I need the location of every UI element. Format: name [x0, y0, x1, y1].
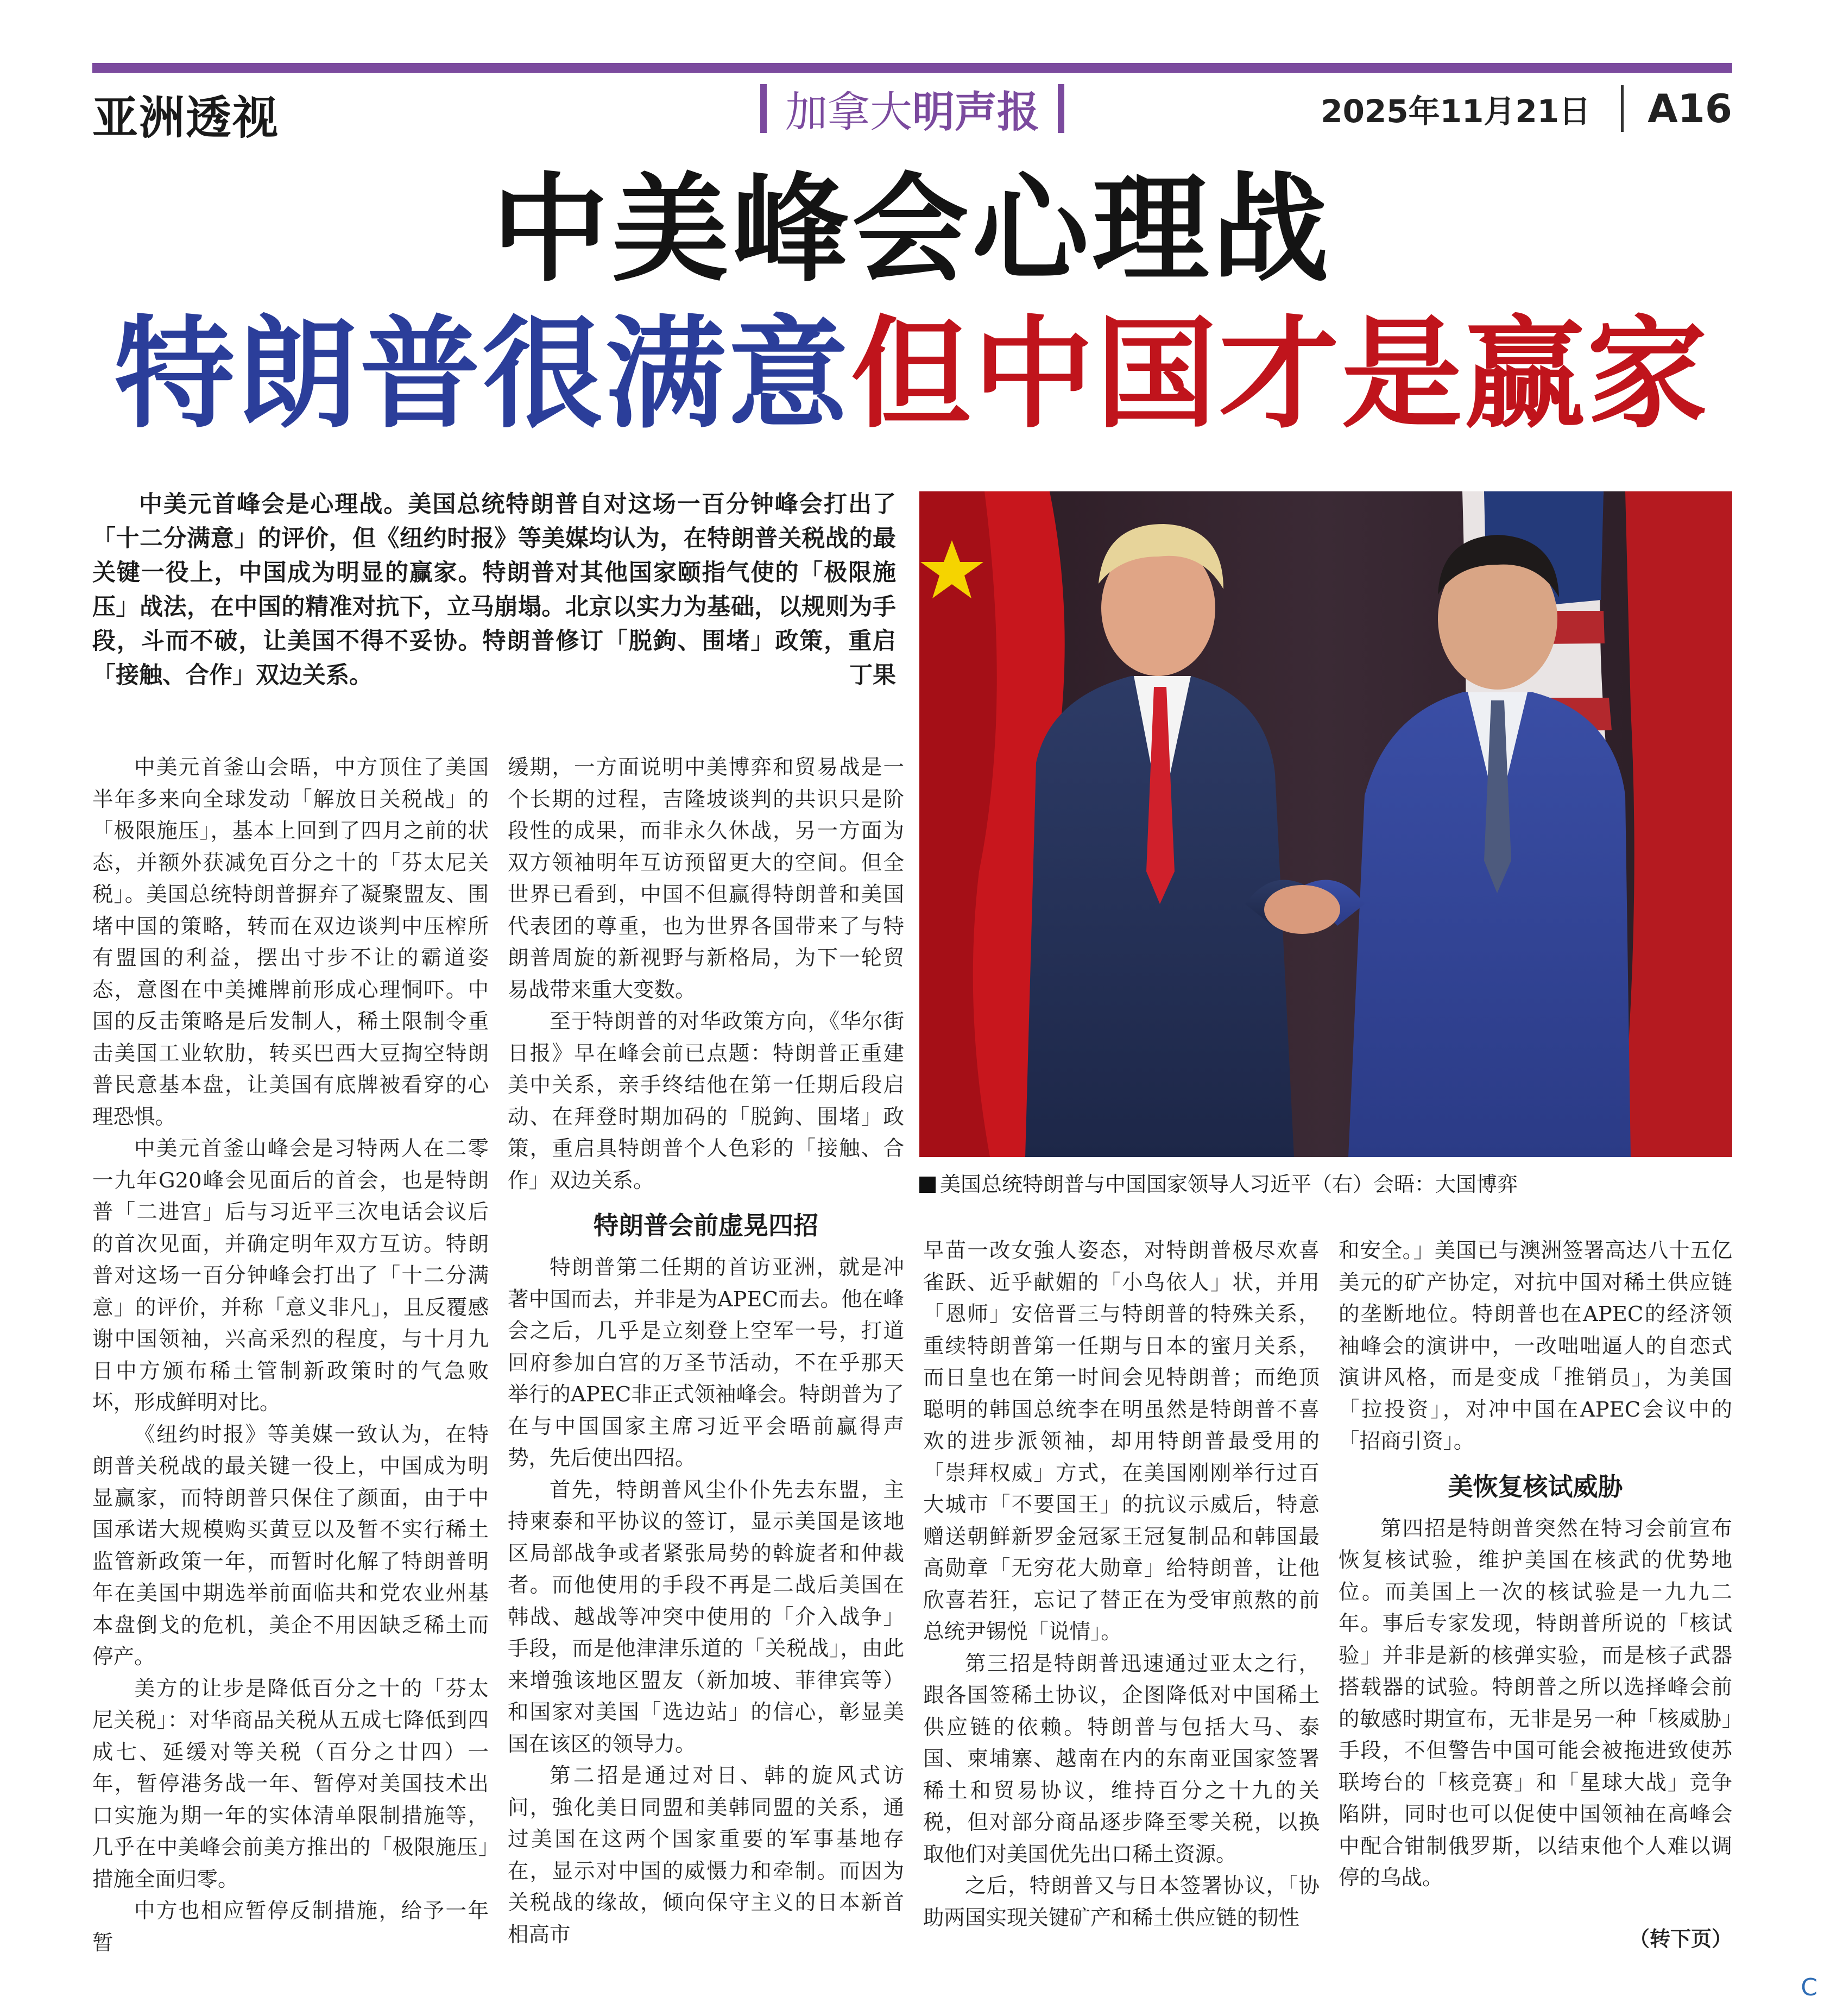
headline-secondary — [0, 304, 1824, 445]
news-photo — [919, 491, 1732, 1157]
lead-paragraph — [92, 488, 896, 693]
masthead-bar-right — [1058, 84, 1064, 133]
headline-secondary-red: 但中国才是赢家 — [850, 305, 1710, 445]
article-column-4 — [1339, 1235, 1732, 1894]
paragraph: 第二招是通过对日、韩的旋风式访问，強化美日同盟和美韩同盟的关系，通过美国在这两个国家重要的军事基地存在，显示对中国的威慑力和牵制。而因为关税战的缘故，倾向保守主义的日本新首相高市 — [508, 1764, 904, 1947]
subheading: 特朗普会前虚晃四招 — [594, 1211, 818, 1240]
paragraph: 缓期，一方面说明中美博弈和贸易战是一个长期的过程，吉隆坡谈判的共识只是阶段性的成果，而非永久休战，另一方面为双方领袖明年互访预留更大的空间。但全世界已看到，中国不但赢得特朗普和美国代表团的尊重，也为世界各国带来了与特朗普周旋的新视野与新格局，为下一轮贸易战带来重大变数。 — [508, 755, 904, 1002]
paragraph: 中美元首釜山峰会是习特两人在二零一九年G20峰会见面后的首会，也是特朗普「二进宫」后与习近平三次电话会议后的首次见面，并确定明年双方互访。特朗普对这场一百分钟峰会打出了「十二分满意」的评价，并称「意义非凡」，且反覆感谢中国领袖，兴高采烈的程度，与十月九日中方颁布稀土管制新政策时的气急败坏，形成鲜明对比。 — [92, 1136, 489, 1415]
corner-mark: C — [1801, 1974, 1817, 2001]
article-column-3 — [923, 1235, 1320, 1934]
paragraph: 中方也相应暂停反制措施，给予一年暂 — [92, 1899, 489, 1955]
paragraph: 美方的让步是降低百分之十的「芬太尼关税」：对华商品关税从五成七降低到四成七、延缓对等关税（百分之廿四）一年，暂停港务战一年、暂停对美国技术出口实施为期一年的实体清单限制措施等，几乎在中美峰会前美方推出的「极限施压」措施全面归零。 — [92, 1676, 489, 1892]
paragraph: 特朗普第二任期的首访亚洲，就是冲著中国而去，并非是为APEC而去。他在峰会之后，几乎是立刻登上空军一号，打道回府参加白宫的万圣节活动，不在乎那天举行的APEC非正式领袖峰会。特朗普为了在与中国国家主席习近平会晤前赢得声势，先后使出四招。 — [508, 1255, 904, 1470]
masthead-bar-left — [760, 84, 767, 133]
paragraph: 首先，特朗普风尘仆仆先去东盟，主持柬泰和平协议的签订，显示美国是该地区局部战争或者紧张局势的斡旋者和仲裁者。而他使用的手段不再是二战后美国在韩战、越战等冲突中使用的「介入战争」手段，而是他津津乐道的「关税战」，由此来增強该地区盟友（新加坡、菲律宾等）和国家对美国「选边站」的信心，彰显美国在该区的领导力。 — [508, 1477, 904, 1756]
paragraph: 之后，特朗普又与日本签署协议，「协助两国实现关键矿产和稀土供应链的韧性 — [923, 1874, 1320, 1930]
caption-square-icon — [919, 1177, 936, 1193]
newspaper-name — [739, 79, 1086, 138]
masthead-rule — [92, 63, 1732, 73]
paragraph: 第三招是特朗普迅速通过亚太之行，跟各国签稀土协议，企图降低对中国稀土供应链的依赖。特朗普与包括大马、泰国、柬埔寨、越南在内的东南亚国家签署稀土和贸易协议，维持百分之十九的关税，但对部分商品逐步降至零关税，以换取他们对美国优先出口稀土资源。 — [923, 1651, 1320, 1867]
paragraph: 《纽约时报》等美媒一致认为，在特朗普关税战的最关键一役上，中国成为明显赢家，而特朗普只保住了颜面，由于中国承诺大规模购买黄豆以及暂不实行稀土监管新政策一年，而暂时化解了特朗普明年在美国中期选举前面临共和党农业州基本盘倒戈的危机，美企不用因缺乏稀土而停产。 — [92, 1422, 489, 1669]
newspaper-name-part1: 加拿大 — [785, 88, 912, 137]
paragraph: 早苗一改女強人姿态，对特朗普极尽欢喜雀跃、近乎献媚的「小鸟依人」状，并用「恩师」安倍晋三与特朗普的特殊关系，重续特朗普第一任期与日本的蜜月关系，而日皇也在第一时间会见特朗普；而绝顶聪明的韩国总统李在明虽然是特朗普不喜欢的进步派领袖，却用特朗普最受用的「崇拜权威」方式，在美国刚刚举行过百大城市「不要国王」的抗议示威后，特意赠送朝鲜新罗金冠冢王冠复制品和韩国最高勋章「无穷花大勋章」给特朗普，让他欣喜若狂，忘记了替正在为受审煎熬的前总统尹锡悦「说情」。 — [923, 1238, 1320, 1644]
leaders-handshake-illustration — [919, 491, 1732, 1157]
lead-text: 中美元首峰会是心理战。美国总统特朗普自对这场一百分钟峰会打出了「十二分满意」的评价，但《纽约时报》等美媒均认为，在特朗普关税战的最关键一役上，中国成为明显的赢家。特朗普对其他国家颐指气使的「极限施压」战法，在中国的精准对抗下，立马崩塌。北京以实力为基础，以规则为手段，斗而不破，让美国不得不妥协。特朗普修订「脱鉤、围堵」政策，重启「接触、合作」双边关系。 — [92, 491, 896, 689]
subheading: 美恢复核试威胁 — [1448, 1471, 1623, 1501]
section-title: 亚洲透视 — [92, 91, 280, 144]
paragraph: 至于特朗普的对华政策方向，《华尔街日报》早在峰会前已点题：特朗普正重建美中关系，亲手终结他在第一任期后段启动、在拜登时期加码的「脱鉤、围堵」政策，重启具特朗普个人色彩的「接触、合作」双边关系。 — [508, 1009, 904, 1193]
paragraph: 第四招是特朗普突然在特习会前宣布恢复核试验，维护美国在核武的优势地位。而美国上一次的核试验是一九九二年。事后专家发现，特朗普所说的「核试验」并非是新的核弹实验，而是核子武器搭载器的试验。特朗普之所以选择峰会前的敏感时期宣布，无非是另一种「核威胁」手段，不但警告中国可能会被拖进致使苏联垮台的「核竞赛」和「星球大战」竞争陷阱，同时也可以促使中国领袖在高峰会中配合钳制俄罗斯，以结束他个人难以调停的乌战。 — [1339, 1516, 1732, 1890]
dateline-divider — [1621, 85, 1624, 132]
article-column-1 — [92, 752, 489, 1959]
headline-main: 中美峰会心理战 — [492, 161, 1332, 298]
dateline — [1321, 81, 1732, 136]
paragraph: 和安全。」美国已与澳洲签署高达八十五亿美元的矿产协定，对抗中国对稀土供应链的垄断地位。特朗普也在APEC的经济领袖峰会的演讲中，一改咄咄逼人的自恋式演讲风格，而是变成「推销员」，为美国「拉投资」，对冲中国在APEC会议中的「招商引资」。 — [1339, 1238, 1732, 1453]
article-column-2 — [508, 752, 904, 1951]
photo-caption — [919, 1167, 1518, 1197]
byline: 丁果 — [849, 662, 896, 689]
headline-secondary-blue: 特朗普很满意 — [114, 305, 851, 445]
newspaper-name-part2: 明声报 — [912, 88, 1040, 137]
issue-date: 2025年11月21日 — [1321, 93, 1591, 130]
continued-next-page: （转下页） — [1629, 1927, 1732, 1951]
page-number: A16 — [1648, 86, 1732, 131]
caption-text: 美国总统特朗普与中国国家领导人习近平（右）会晤：大国博弈 — [940, 1172, 1518, 1196]
paragraph: 中美元首釜山会晤，中方顶住了美国半年多来向全球发动「解放日关税战」的「极限施压」，基本上回到了四月之前的状态，并额外获减免百分之十的「芬太尼关税」。美国总统特朗普摒弃了凝聚盟友、围堵中国的策略，转而在双边谈判中压榨所有盟国的利益，摆出寸步不让的霸道姿态，意图在中美摊牌前形成心理恫吓。中国的反击策略是后发制人，稀土限制令重击美国工业软肋，转买巴西大豆掏空特朗普民意基本盘，让美国有底牌被看穿的心理恐惧。 — [92, 755, 489, 1129]
